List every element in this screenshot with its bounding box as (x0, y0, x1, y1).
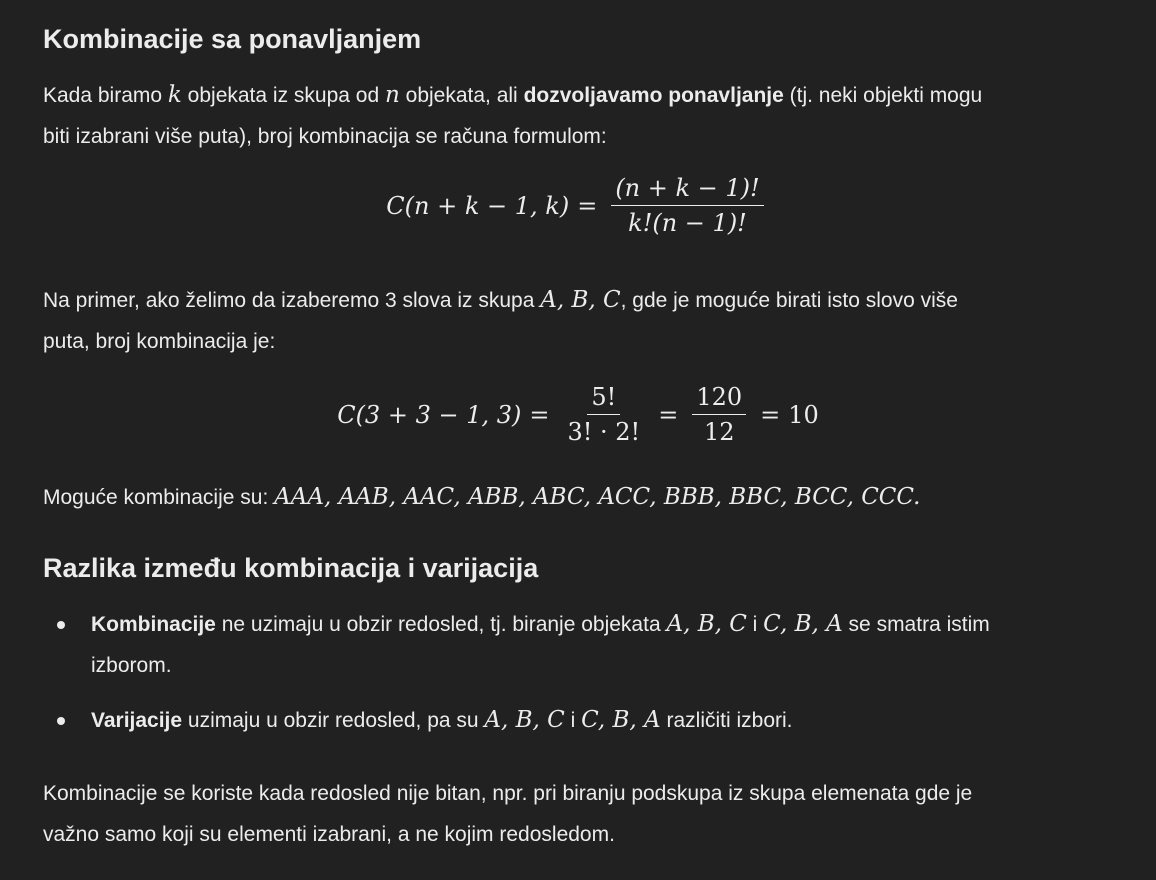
intro-paragraph (43, 75, 1123, 157)
combinations-line (43, 477, 1123, 518)
closing-line-1: Kombinacije se koriste kada redosled nije bitan, npr. pri biranju podskupa iz skupa elemenata gde je (43, 782, 973, 805)
fraction-numerator: 5! (587, 383, 620, 415)
section-heading-combinations: Kombinacije sa ponavljanjem (43, 24, 422, 54)
example-line-1 (43, 280, 1123, 321)
fraction (692, 383, 746, 446)
text: , gde je moguće birati isto slovo više (620, 289, 958, 312)
equals-sign: = (658, 400, 679, 429)
math-n: n (384, 82, 400, 108)
intro-line-2: biti izabrani više puta), broj kombinacija se računa formulom: (43, 125, 607, 148)
text: Na primer, ako želimo da izaberemo 3 slova iz skupa (43, 289, 541, 312)
intro-line-1 (43, 75, 1123, 116)
text: uzimaju u obzir redosled, pa su (182, 709, 485, 732)
example-paragraph (43, 280, 1123, 362)
fraction-denominator: 3! · 2! (567, 418, 641, 446)
closing-line-2: važno samo koji su elementi izabrani, a ne kojim redosledom. (43, 823, 615, 846)
formula-result: 10 (788, 400, 819, 429)
bullet-icon (57, 717, 65, 725)
math-set: A, B, C (540, 287, 621, 313)
formula-general (0, 174, 1156, 237)
closing-paragraph (43, 773, 1123, 855)
bold-text: Varijacije (91, 709, 183, 732)
text: objekata iz skupa od (181, 84, 385, 107)
example-line-2: puta, broj kombinacija je: (43, 330, 276, 353)
math-combinations: AAA, AAB, AAC, ABB, ABC, ACC, BBB, BBC, BCC, CCC. (274, 484, 921, 510)
equals-sign: = (577, 191, 598, 220)
text: različiti izbori. (660, 709, 793, 732)
fraction-numerator: (n + k − 1)! (611, 174, 763, 206)
list-item (43, 604, 1123, 686)
fraction (563, 383, 644, 446)
formula-lhs: C(n + k − 1, k) (386, 191, 570, 220)
bold-text: Kombinacije (91, 613, 216, 636)
text: i (564, 709, 582, 732)
math-set: C, B, A (763, 611, 843, 637)
bullet-icon (57, 621, 65, 629)
text: izborom. (91, 654, 172, 677)
math-set: C, B, A (581, 707, 661, 733)
difference-list (43, 604, 1123, 741)
fraction-denominator: 12 (703, 418, 735, 446)
text: ne uzimaju u obzir redosled, tj. biranje objekata (215, 613, 667, 636)
equals-sign: = (760, 400, 781, 429)
formula-example (0, 383, 1156, 446)
fraction-denominator: k!(n − 1)! (628, 209, 747, 237)
combinations-list-paragraph (43, 477, 1123, 518)
text: se smatra istim (842, 613, 990, 636)
formula-lhs: C(3 + 3 − 1, 3) (337, 400, 522, 429)
fraction-numerator: 120 (692, 383, 746, 415)
list-item (43, 700, 1123, 741)
math-set: A, B, C (484, 707, 565, 733)
text: objekata, ali (399, 84, 524, 107)
math-set: A, B, C (666, 611, 747, 637)
math-k: k (167, 82, 182, 108)
text: Kada biramo (43, 84, 168, 107)
fraction (611, 174, 763, 237)
text: Moguće kombinacije su: (43, 486, 275, 509)
equals-sign: = (529, 400, 550, 429)
text: (tj. neki objekti mogu (783, 84, 983, 107)
text: i (746, 613, 764, 636)
section-heading-difference: Razlika između kombinacija i varijacija (43, 553, 539, 583)
bold-text: dozvoljavamo ponavljanje (523, 84, 784, 107)
